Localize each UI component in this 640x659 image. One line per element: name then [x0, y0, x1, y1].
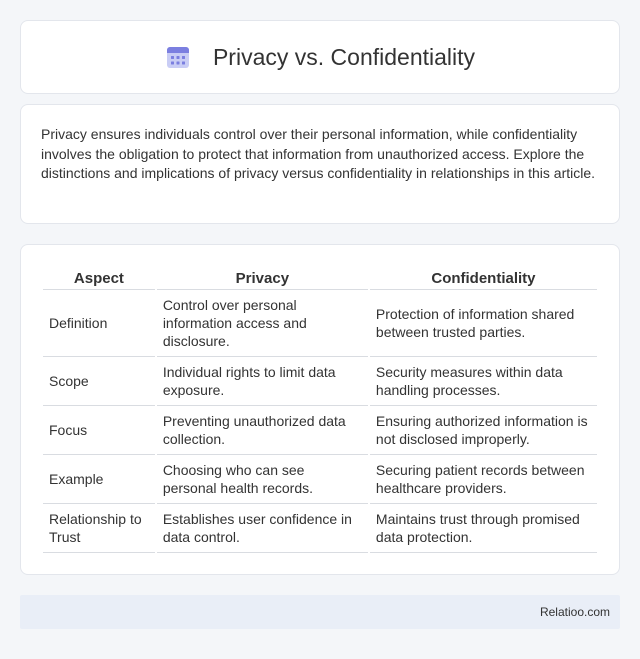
cell-aspect: Example	[43, 455, 155, 504]
cell-privacy: Control over personal information access and disclosure.	[157, 290, 368, 357]
comparison-table-card	[20, 244, 620, 575]
footer	[20, 595, 620, 629]
cell-confidentiality: Security measures within data handling processes.	[370, 357, 597, 406]
cell-confidentiality: Ensuring authorized information is not disclosed improperly.	[370, 406, 597, 455]
cell-confidentiality: Maintains trust through promised data protection.	[370, 504, 597, 553]
cell-privacy: Choosing who can see personal health records.	[157, 455, 368, 504]
table-row	[43, 290, 597, 357]
calendar-icon	[165, 44, 191, 70]
cell-privacy: Establishes user confidence in data control.	[157, 504, 368, 553]
page-title: Privacy vs. Confidentiality	[212, 43, 476, 70]
intro-card	[20, 104, 620, 224]
intro-text: Privacy ensures individuals control over their personal information, while confidentiality involves the obligation to protect that information from unauthorized access. Explore the distinctions and implications of privacy versus confidentiality in relationships in this article.	[41, 126, 596, 181]
table-row	[43, 406, 597, 455]
cell-aspect: Focus	[43, 406, 155, 455]
cell-aspect: Relationship to Trust	[43, 504, 155, 553]
header-aspect: Aspect	[43, 265, 155, 290]
header-confidentiality: Confidentiality	[370, 265, 597, 290]
cell-privacy: Preventing unauthorized data collection.	[157, 406, 368, 455]
cell-confidentiality: Securing patient records between healthcare providers.	[370, 455, 597, 504]
table-header-row	[43, 265, 597, 290]
cell-aspect: Definition	[43, 290, 155, 357]
comparison-table	[41, 265, 599, 553]
table-row	[43, 455, 597, 504]
cell-privacy: Individual rights to limit data exposure.	[157, 357, 368, 406]
cell-confidentiality: Protection of information shared between trusted parties.	[370, 290, 597, 357]
table-row	[43, 504, 597, 553]
footer-brand[interactable]: Relatioo.com	[539, 605, 610, 619]
table-row	[43, 357, 597, 406]
header-privacy: Privacy	[157, 265, 368, 290]
title-card	[20, 20, 620, 94]
cell-aspect: Scope	[43, 357, 155, 406]
